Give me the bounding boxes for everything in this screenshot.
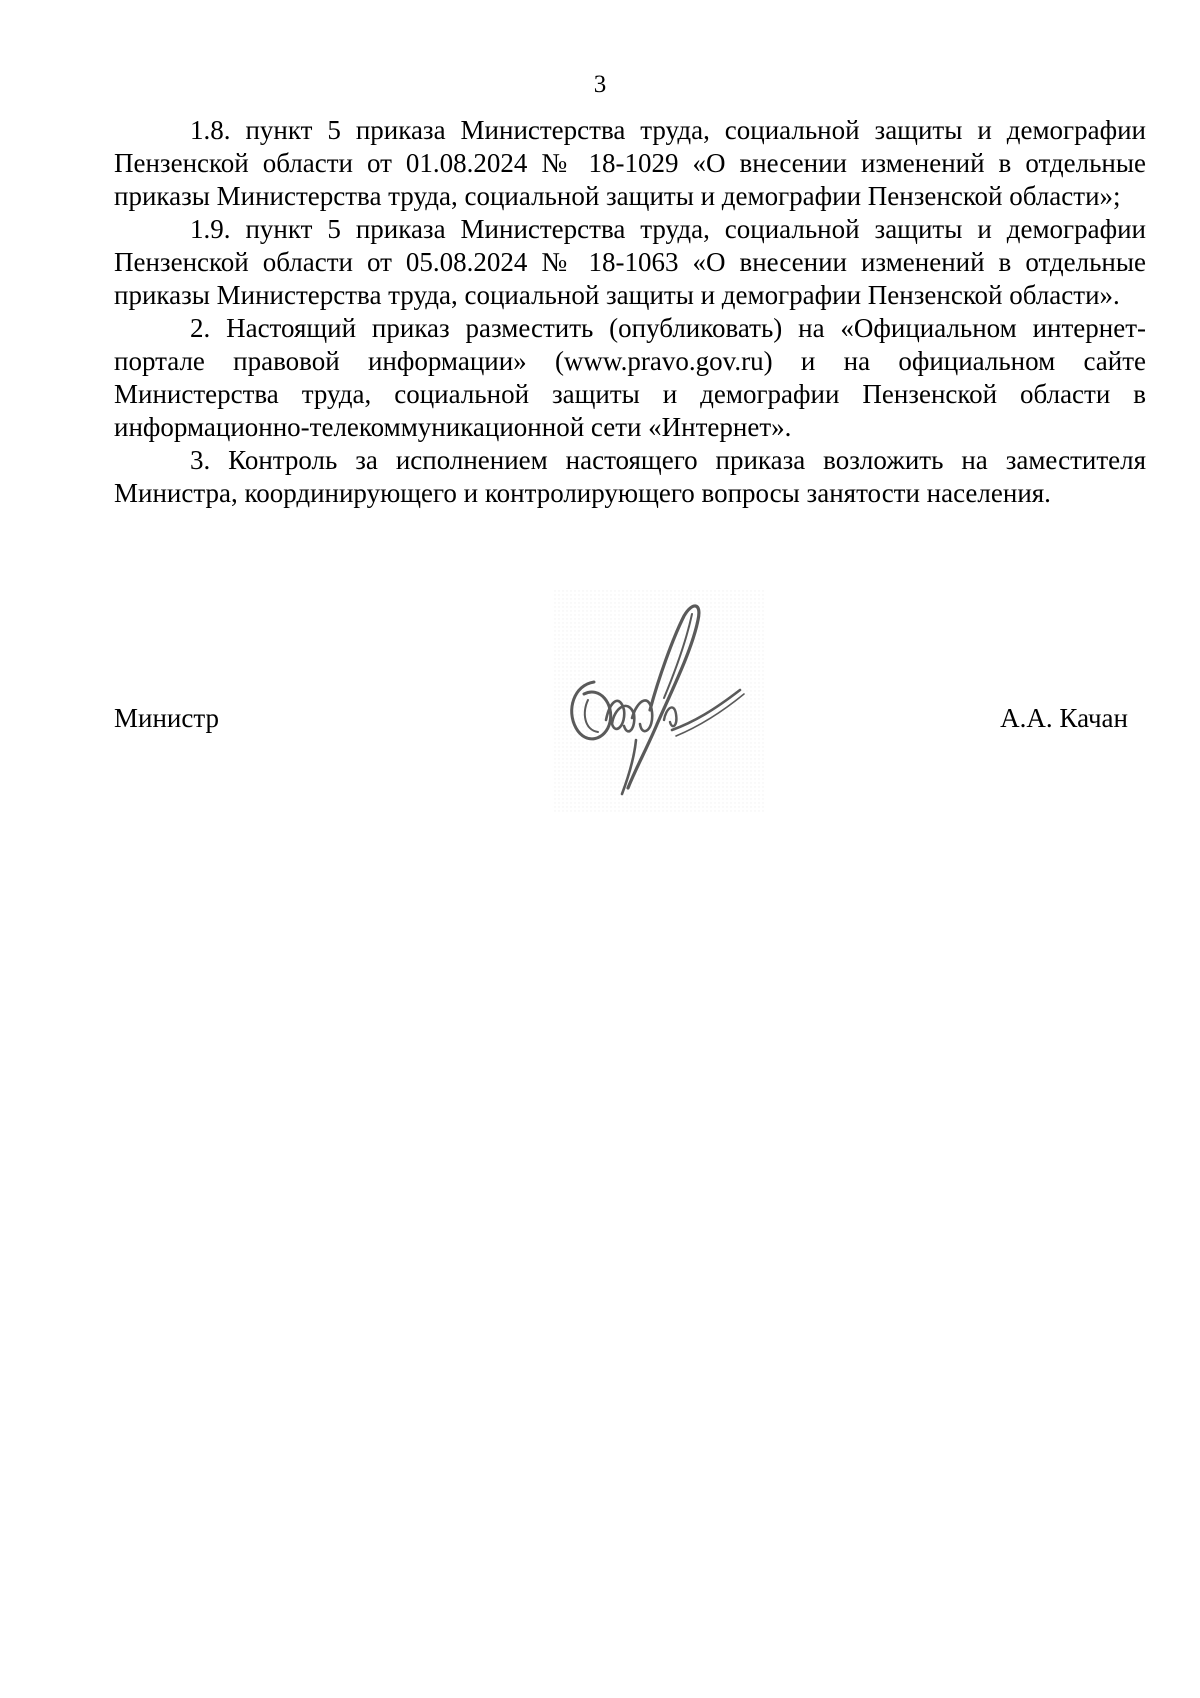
page-number: 3 xyxy=(593,71,607,98)
paragraph-3: 3. Контроль за исполнением настоящего приказа возложить на заместителя Министра, координирующего и контролирующего вопросы занятости населения. xyxy=(114,445,1146,508)
paragraph-1-8: 1.8. пункт 5 приказа Министерства труда, социальной защиты и демографии Пензенской области от 01.08.2024 № 18-1029 «О внесении изменений в отдельные приказы Министерства труда, социальной защиты и демографии Пензенской области»; xyxy=(114,115,1146,211)
signatory-name: А.А. Качан xyxy=(1000,703,1128,733)
document-body xyxy=(114,114,1146,510)
signature-block xyxy=(114,590,1146,820)
handwritten-signature-icon xyxy=(554,590,766,812)
paragraph-1-9: 1.9. пункт 5 приказа Министерства труда, социальной защиты и демографии Пензенской области от 05.08.2024 № 18-1063 «О внесении изменений в отдельные приказы Министерства труда, социальной защиты и демографии Пензенской области». xyxy=(114,214,1146,310)
signatory-role: Министр xyxy=(114,703,219,733)
paragraph-2: 2. Настоящий приказ разместить (опубликовать) на «Официальном интернет-портале правовой информации» (www.pravo.gov.ru) и на официальном сайте Министерства труда, социальной защиты и демографии Пензенской области в информационно-телекоммуникационной сети «Интернет». xyxy=(114,313,1146,442)
